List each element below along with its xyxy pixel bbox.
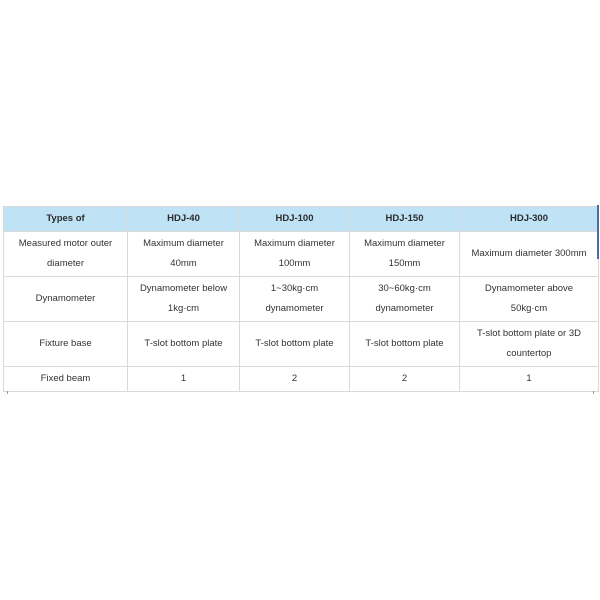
row-label: Measured motor outer diameter (4, 232, 128, 277)
table-cell: Maximum diameter 100mm (240, 232, 350, 277)
table-row (4, 322, 599, 367)
table-cell: 2 (240, 367, 350, 392)
table-cell: Maximum diameter 150mm (350, 232, 460, 277)
row-label: Fixture base (4, 322, 128, 367)
table-cell: T-slot bottom plate or 3D countertop (460, 322, 599, 367)
table-cell: 1~30kg·cm dynamometer (240, 277, 350, 322)
table-cell: Maximum diameter 40mm (128, 232, 240, 277)
table-cell: Dynamometer above 50kg·cm (460, 277, 599, 322)
table-row (4, 232, 599, 277)
header-hdj-150: HDJ-150 (350, 207, 460, 232)
table-cell: 1 (128, 367, 240, 392)
table-cell: T-slot bottom plate (240, 322, 350, 367)
header-hdj-300: HDJ-300 (460, 207, 599, 232)
table-row (4, 367, 599, 392)
table-header-row (4, 207, 599, 232)
spec-table (3, 206, 599, 392)
corner-tick-left (7, 391, 8, 394)
corner-tick-right (593, 391, 594, 394)
table-cell: T-slot bottom plate (350, 322, 460, 367)
header-hdj-40: HDJ-40 (128, 207, 240, 232)
table-cell: 2 (350, 367, 460, 392)
header-types-of: Types of (4, 207, 128, 232)
table-row (4, 277, 599, 322)
table-cell: 1 (460, 367, 599, 392)
table-cell: T-slot bottom plate (128, 322, 240, 367)
scroll-edge-indicator (597, 205, 599, 259)
row-label: Dynamometer (4, 277, 128, 322)
table-cell: Maximum diameter 300mm (460, 232, 599, 277)
table-cell: Dynamometer below 1kg·cm (128, 277, 240, 322)
row-label: Fixed beam (4, 367, 128, 392)
table-cell: 30~60kg·cm dynamometer (350, 277, 460, 322)
header-hdj-100: HDJ-100 (240, 207, 350, 232)
